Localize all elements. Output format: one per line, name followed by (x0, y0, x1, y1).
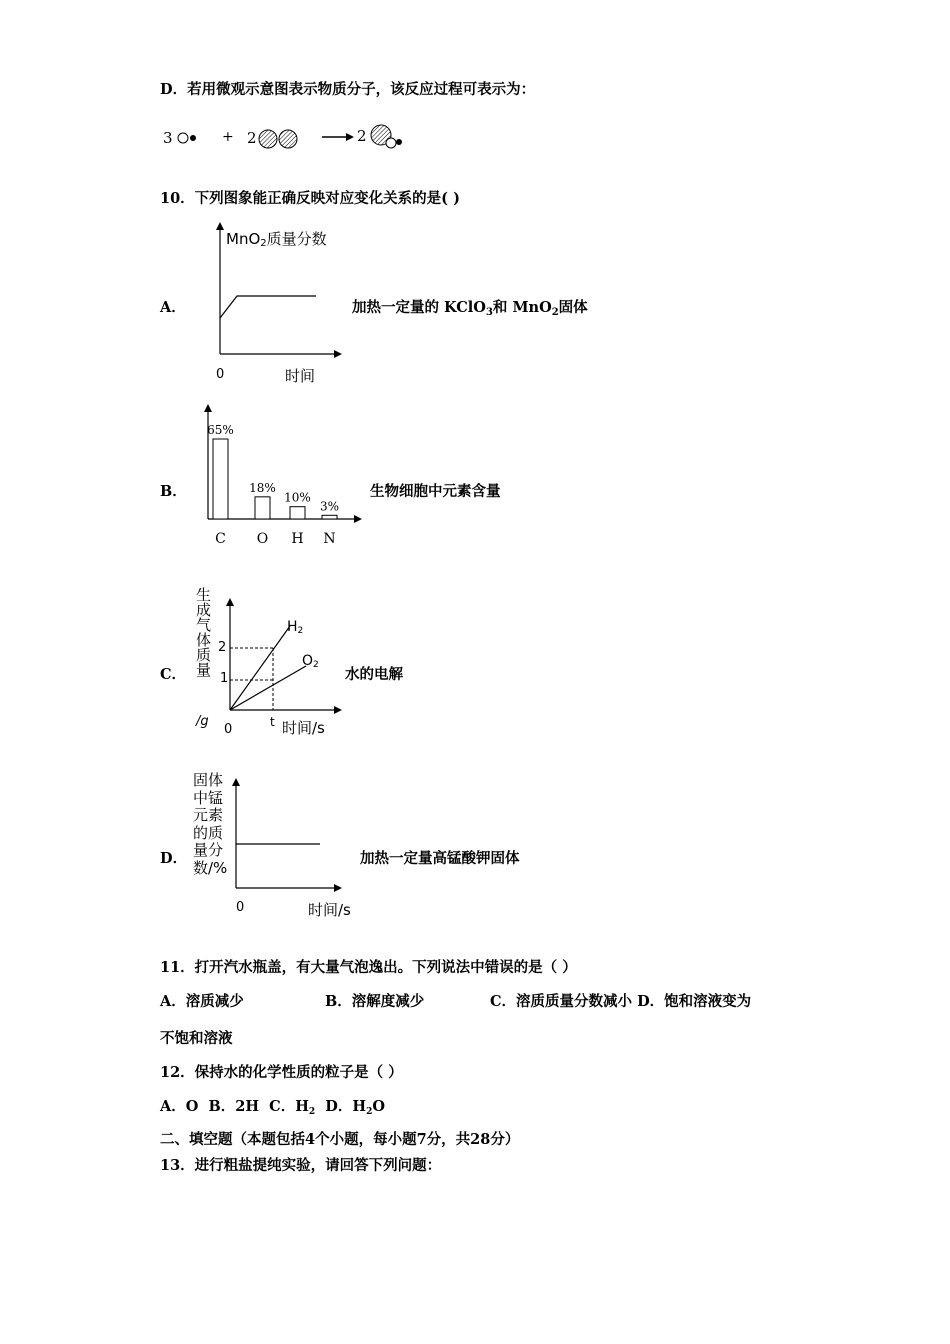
chart-d (228, 776, 353, 896)
chart-b-value-label-O: 18% (249, 480, 276, 495)
chart-b-value-label-N: 3% (319, 499, 340, 514)
q12-option-b[interactable]: B．2H (208, 1098, 260, 1115)
chart-c-h2-label: H2 (287, 619, 304, 636)
chart-a-x-arrow (334, 350, 342, 358)
q11-option-d-continued: 不饱和溶液 (160, 1030, 233, 1047)
chart-b-category-C: C (215, 531, 226, 547)
chart-c-o2-label: O2 (302, 653, 319, 670)
chart-b-category-N: N (323, 531, 336, 547)
q10-option-d-label[interactable]: D． (160, 850, 188, 867)
reaction-coef-3: 2 (357, 127, 367, 145)
chart-b-category-O: O (256, 531, 269, 547)
molecule-oxygen-atom-pair (175, 128, 205, 148)
chart-a (210, 222, 350, 362)
reaction-arrow (322, 130, 354, 144)
chart-c-h2-line (230, 626, 290, 710)
chart-c-tick-1: 1 (220, 671, 229, 686)
q11-option-b[interactable]: B．溶解度减少 (325, 993, 425, 1010)
chart-c-tick-t: t (270, 715, 275, 729)
hatched-atom-right (279, 130, 297, 148)
chart-b-value-label-C: 65% (207, 423, 234, 437)
chart-c-yunit: /g (196, 714, 209, 729)
chart-c-origin: 0 (224, 722, 233, 737)
chart-b-value-label-H: 10% (284, 490, 311, 505)
chart-b-bar-H (290, 507, 305, 519)
chart-b-bar-N (322, 515, 337, 519)
chart-a-origin: 0 (216, 367, 225, 382)
section-2-heading: 二、填空题（本题包括4个小题，每小题7分，共28分） (160, 1131, 520, 1148)
q13-stem: 13．进行粗盐提纯实验，请回答下列问题： (160, 1157, 442, 1174)
reaction-coef-2: 2 (247, 129, 257, 147)
chart-d-y-arrow (232, 778, 240, 786)
q12-options (160, 1095, 385, 1117)
chart-c-o2-line (230, 666, 306, 710)
q10-stem: 10．下列图象能正确反映对应变化关系的是( ) (160, 190, 460, 207)
chart-b (200, 404, 370, 554)
q10-option-d-caption: 加热一定量高锰酸钾固体 (360, 850, 520, 867)
chart-d-x-arrow (334, 884, 342, 892)
white-atom (178, 133, 188, 143)
q12-option-c[interactable]: C．$H_2$ (269, 1098, 316, 1117)
chart-a-ylabel: MnO2质量分数 (226, 230, 327, 249)
chart-a-y-arrow (216, 222, 224, 230)
chart-b-x-arrow (354, 515, 362, 523)
q12-stem: 12．保持水的化学性质的粒子是（ ） (160, 1064, 403, 1081)
q12-option-a[interactable]: A．O (160, 1098, 199, 1115)
chart-c-x-arrow (334, 706, 342, 714)
chart-c-y-arrow (226, 598, 234, 606)
hatched-atom-left (259, 130, 277, 148)
chart-d-xlabel: 时间/s (308, 901, 351, 919)
chart-c-ylabel: 生成气体质量 (194, 587, 212, 677)
molecule-product (369, 123, 409, 153)
product-black-atom (396, 139, 402, 145)
black-atom (190, 135, 196, 141)
chart-c-xlabel: 时间/s (282, 719, 325, 737)
reaction-coef-1: 3 (163, 129, 173, 147)
chart-b-y-arrow (204, 404, 212, 412)
chart-c (218, 596, 348, 716)
q11-option-a[interactable]: A．溶质减少 (160, 993, 244, 1010)
chart-d-origin: 0 (236, 900, 245, 915)
reaction-plus: + (222, 129, 234, 145)
chart-d-ylabel: 固体 中锰 元素 的质 量分 数/% (193, 771, 228, 877)
q10-option-c-label[interactable]: C． (160, 666, 187, 683)
chart-a-curve (220, 296, 316, 318)
q10-option-b-label[interactable]: B． (160, 483, 187, 500)
q12-option-d[interactable]: D．$H_2O$ (325, 1098, 385, 1117)
chart-b-category-H: H (291, 531, 304, 547)
chart-b-bar-C (213, 439, 228, 519)
q10-option-a-label[interactable]: A． (160, 299, 186, 316)
molecule-hatched-pair (258, 127, 302, 151)
q11-option-c-d[interactable]: C．溶质质量分数减小 D．饱和溶液变为 (490, 993, 752, 1010)
chart-a-xlabel: 时间 (285, 367, 316, 385)
chart-b-bar-O (255, 497, 270, 519)
q10-option-c-caption: 水的电解 (345, 666, 403, 683)
product-white-atom (386, 138, 396, 148)
chart-c-tick-2: 2 (218, 640, 227, 655)
q11-stem: 11．打开汽水瓶盖，有大量气泡逸出。下列说法中错误的是（ ） (160, 959, 577, 976)
q9-option-d-text: D．若用微观示意图表示物质分子，该反应过程可表示为： (160, 81, 536, 98)
q10-option-a-caption: 加热一定量的 KClO$_3$和 MnO$_2$固体 (352, 299, 588, 318)
q10-option-b-caption: 生物细胞中元素含量 (370, 483, 501, 500)
